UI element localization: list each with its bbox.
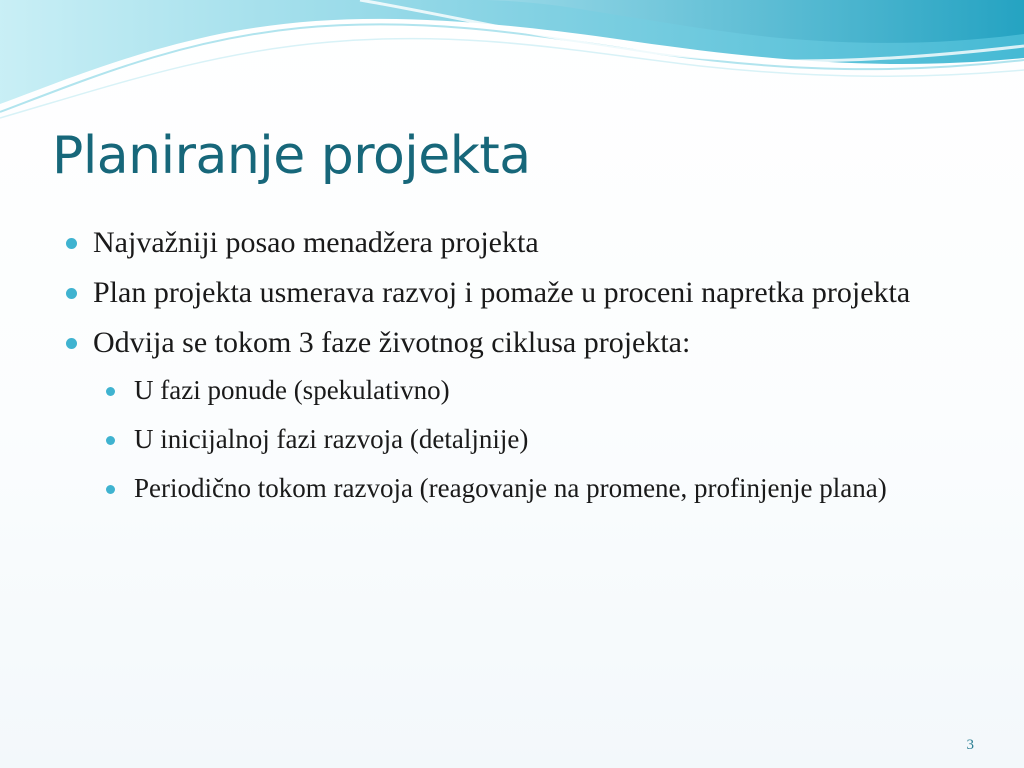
- bullet-text: Odvija se tokom 3 faze životnog ciklusa projekta:: [93, 326, 691, 359]
- sub-bullet-dot-icon: [106, 436, 115, 445]
- sub-bullet-dot-icon: [106, 485, 115, 494]
- bullet-list: [66, 222, 966, 519]
- sub-bullet-text: Periodično tokom razvoja (reagovanje na promene, profinjenje plana): [134, 473, 887, 503]
- bullet-text: Najvažniji posao menadžera projekta: [93, 226, 539, 259]
- bullet-item: [66, 222, 966, 264]
- sub-bullet-dot-icon: [106, 387, 115, 396]
- bullet-text: Plan projekta usmerava razvoj i pomaže u proceni napretka projekta: [93, 276, 911, 309]
- bullet-item: [66, 322, 966, 364]
- sub-bullet-text: U inicijalnoj fazi razvoja (detaljnije): [134, 424, 529, 454]
- decorative-wave-header: [0, 0, 1024, 130]
- bullet-dot-icon: [66, 238, 77, 249]
- bullet-dot-icon: [66, 338, 77, 349]
- sub-bullet-item: [106, 470, 966, 507]
- sub-bullet-text: U fazi ponude (spekulativno): [134, 375, 450, 405]
- sub-bullet-item: [106, 421, 966, 458]
- page-number: 3: [966, 737, 974, 753]
- bullet-dot-icon: [66, 288, 77, 299]
- sub-bullet-item: [106, 372, 966, 409]
- slide-title: Planiranje projekta: [52, 126, 531, 186]
- bullet-item: [66, 272, 966, 314]
